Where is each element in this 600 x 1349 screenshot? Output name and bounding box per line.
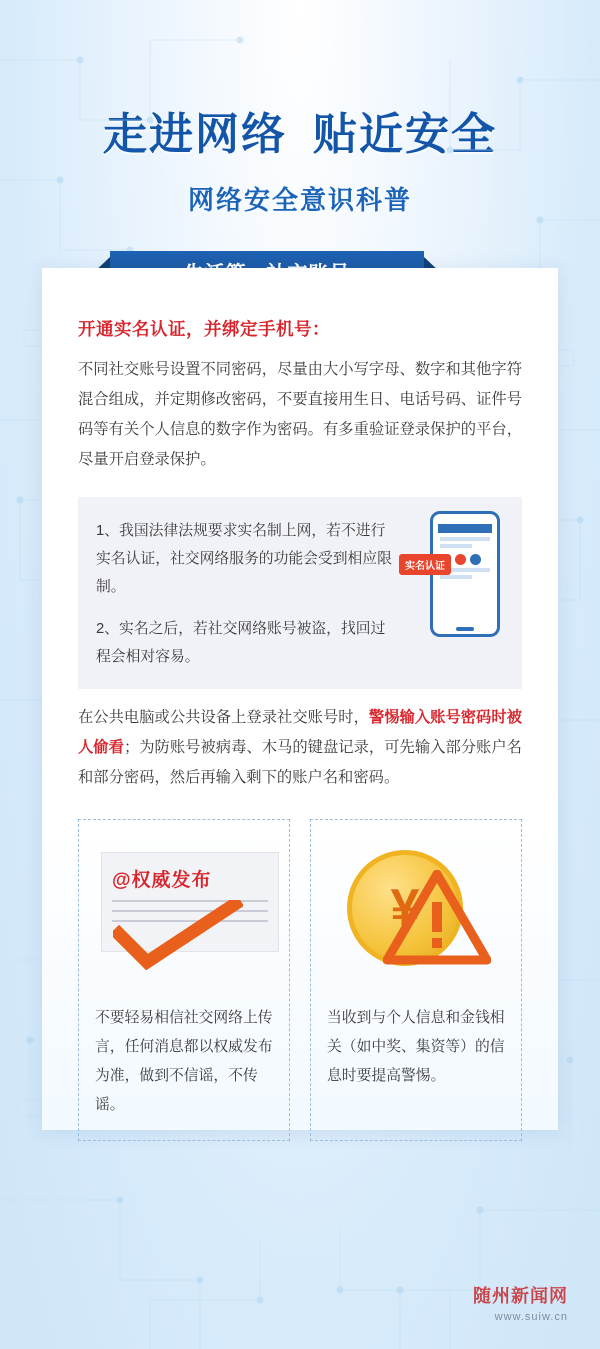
site-url: www.suiw.cn: [494, 1311, 568, 1323]
site-brand-name: 随州新闻网: [473, 1286, 568, 1306]
tip-caption: 不要轻易相信社交网络上传言，任何消息都以权威发布为准，做到不信谣，不传谣。: [95, 1010, 273, 1113]
phone-illustration: [405, 511, 500, 637]
note-list: [96, 517, 396, 671]
realname-auth-badge: 实名认证: [399, 554, 451, 575]
content-card: [42, 268, 558, 1130]
phone-screen-line: [440, 544, 472, 548]
note-box: [78, 497, 522, 689]
paragraph2-part-b: ；为防账号被病毒、木马的键盘记录，可先输入部分账户名和部分密码，然后再输入剩下的账户名和密码。: [78, 739, 522, 786]
yen-coin-icon: ¥: [347, 850, 463, 966]
tip-panel-money-fraud: [310, 819, 522, 1141]
paragraph2-highlight: 警惕输入账号密码时被人偷看: [78, 709, 522, 756]
tip-caption: 当收到与个人信息和金钱相关（如中奖、集资等）的信息时要提高警惕。: [327, 1010, 505, 1084]
phone-screen-line: [440, 575, 472, 579]
footer-logo: [473, 1282, 568, 1323]
page-title: [0, 98, 600, 162]
note-item: 1、我国法律法规要求实名制上网，若不进行实名认证，社交网络服务的功能会受到相应限制。: [96, 523, 392, 595]
poster-header: [0, 0, 600, 217]
title-left: 走进网络: [103, 109, 287, 160]
money-warning-illustration: [327, 838, 505, 988]
phone-screen-line: [440, 537, 490, 541]
authority-publish-label: @权威发布: [112, 870, 212, 891]
tip-panels: [78, 819, 522, 1141]
paragraph-public-device-warning: [78, 703, 522, 793]
checkmark-icon: [113, 900, 243, 970]
lead-heading: 开通实名认证，并绑定手机号：: [78, 319, 330, 339]
phone-home-button: [456, 627, 474, 631]
phone-screen-bar: [438, 524, 492, 533]
paragraph-password-advice: 不同社交账号设置不同密码，尽量由大小写字母、数字和其他字符混合组成，并定期修改密码，不要直接用生日、电话号码、证件号码等有关个人信息的数字作为密码。有多重验证登录保护的平台，尽量开启登录保护。: [78, 361, 522, 468]
authority-illustration: [95, 838, 273, 988]
warning-triangle-icon: [383, 870, 491, 966]
note-item: 2、实名之后，若社交网络账号被盗，找回过程会相对容易。: [96, 621, 386, 665]
paragraph2-part-a: 在公共电脑或公共设备上登录社交账号时，: [78, 709, 369, 726]
page-subtitle: 网络安全意识科普: [187, 185, 412, 215]
tip-panel-authority: [78, 819, 290, 1141]
title-right: 贴近安全: [313, 109, 497, 160]
